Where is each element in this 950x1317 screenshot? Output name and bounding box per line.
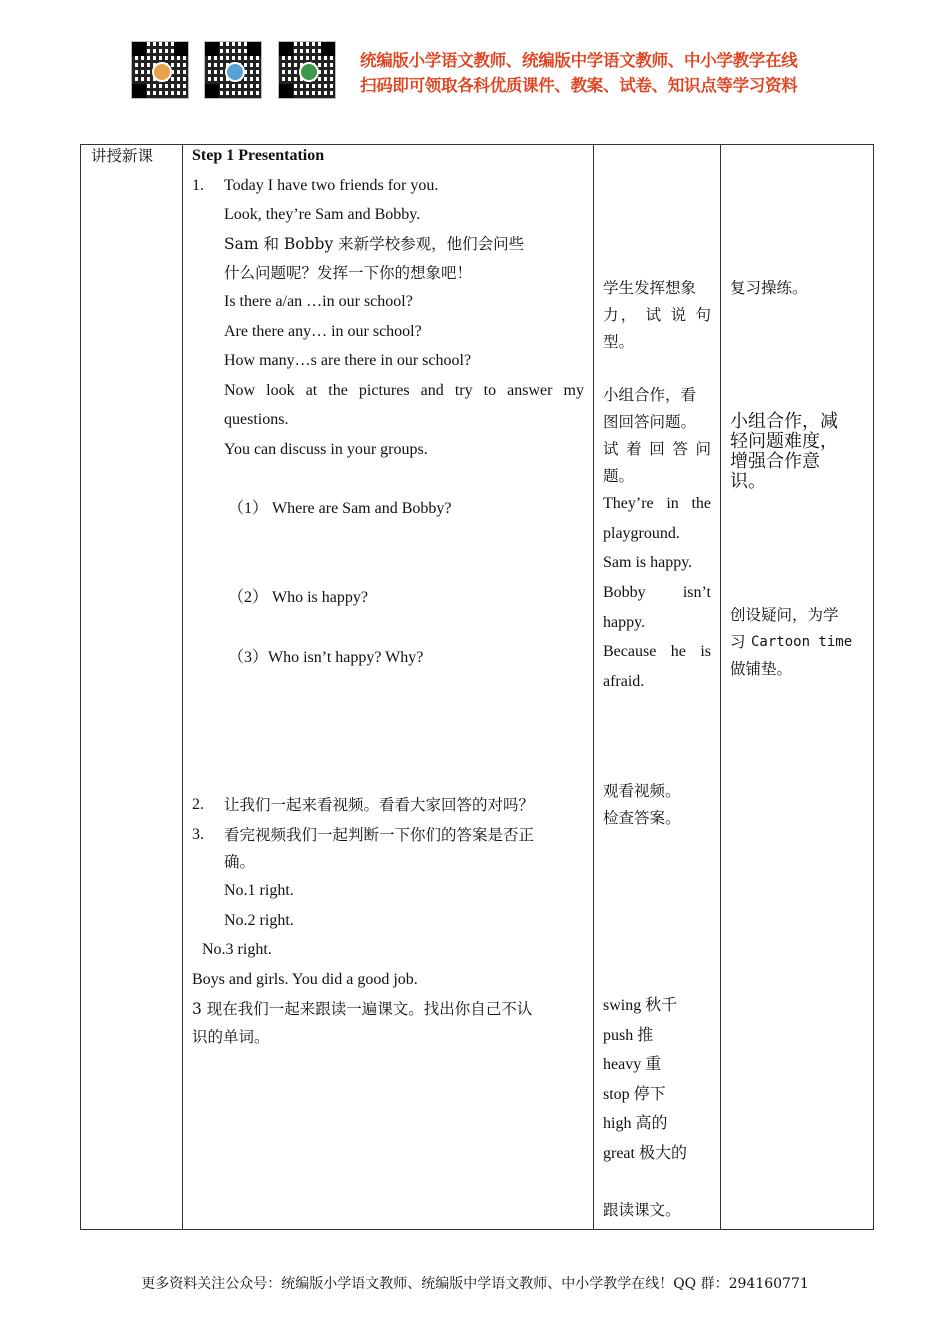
intent-line: 习 [730, 633, 746, 651]
procedure-line: Now look at the pictures and try to answer my [224, 382, 584, 399]
student-line: 小组合作，看 [603, 386, 697, 404]
intent-line: 做铺垫。 [730, 660, 793, 678]
procedure-line: 什么问题呢？发挥一下你的想象吧！ [224, 264, 473, 282]
student-line: 力， 试 说 句 [603, 306, 711, 324]
procedure-line: You can discuss in your groups. [224, 441, 428, 458]
student-answer: happy. [603, 614, 646, 631]
student-line: 图回答问题。 [603, 413, 697, 431]
vocab-item: high 高的 [603, 1115, 668, 1132]
question-3: （3）Who isn’t happy? Why? [228, 649, 424, 666]
student-answer: Because he is [603, 643, 711, 660]
procedure-line: Are there any… in our school? [224, 323, 422, 340]
qr-code-icon [279, 42, 335, 98]
teaching-procedure-cell [183, 145, 594, 1230]
student-answer: Bobby isn’t [603, 584, 711, 601]
intent-line: 增强合作意 [730, 451, 820, 472]
vocab-item: great 极大的 [603, 1145, 687, 1162]
design-intent-cell [721, 145, 874, 1230]
intent-line: 创设疑问，为学 [730, 606, 839, 624]
student-line: 跟读课文。 [603, 1201, 681, 1219]
list-number: 2. [192, 796, 204, 813]
student-answer: playground. [603, 525, 680, 542]
student-answer: afraid. [603, 673, 645, 690]
procedure-line: Sam 和 Bobby 来新学校参观，他们会问些 [224, 235, 525, 253]
procedure-line: 识的单词。 [192, 1028, 270, 1046]
intent-line: Cartoon time [751, 634, 853, 650]
procedure-line: questions. [224, 411, 289, 428]
vocab-item: stop 停下 [603, 1086, 666, 1103]
student-line: 题。 [603, 467, 635, 485]
step-heading: Step 1 Presentation [192, 147, 325, 164]
section-label-cell [81, 145, 183, 1230]
page-header [0, 0, 950, 110]
intent-line: 轻问题难度， [730, 431, 838, 452]
intent-line: 识。 [730, 471, 766, 492]
procedure-line: Today I have two friends for you. [224, 177, 439, 194]
page-footer: 更多资料关注公众号：统编版小学语文教师、统编版中学语文教师、中小学教学在线！QQ 群：294160771 [141, 1276, 809, 1292]
student-line: 试 着 回 答 问 [603, 440, 711, 458]
procedure-line: 确。 [224, 853, 256, 871]
question-1: （1） Where are Sam and Bobby? [228, 500, 452, 517]
praise-line: Boys and girls. You did a good job. [192, 971, 418, 988]
procedure-line: Is there a/an …in our school? [224, 293, 413, 310]
vocab-item: heavy 重 [603, 1056, 662, 1073]
question-2: （2） Who is happy? [228, 589, 368, 606]
intent-line: 小组合作，减 [730, 411, 838, 432]
student-line: 观看视频。 [603, 782, 681, 800]
student-line: 学生发挥想象 [603, 279, 697, 297]
student-answer: Sam is happy. [603, 554, 693, 571]
intent-line: 复习操练。 [730, 279, 808, 297]
list-number: 3. [192, 826, 204, 843]
procedure-line: 让我们一起来看视频。看看大家回答的对吗？ [224, 796, 535, 814]
lesson-plan-table [80, 144, 874, 1230]
banner-line-2: 扫码即可领取各科优质课件、教案、试卷、知识点等学习资料 [360, 76, 798, 95]
student-activity-cell [594, 145, 721, 1230]
vocab-item: push 推 [603, 1027, 654, 1044]
answer-check: No.3 right. [202, 941, 272, 958]
banner-line-1: 统编版小学语文教师、统编版中学语文教师、中小学教学在线 [360, 51, 798, 70]
table-row [81, 145, 874, 1230]
student-line: 型。 [603, 333, 635, 351]
vocab-item: swing 秋千 [603, 997, 678, 1014]
procedure-line: Look, they’re Sam and Bobby. [224, 206, 421, 223]
answer-check: No.2 right. [224, 912, 294, 929]
promo-banner [360, 48, 840, 98]
qr-code-icon [205, 42, 261, 98]
procedure-line: How many…s are there in our school? [224, 352, 472, 369]
procedure-line: 看完视频我们一起判断一下你们的答案是否正 [224, 826, 535, 844]
student-line: 检查答案。 [603, 809, 681, 827]
qr-code-icon [132, 42, 188, 98]
procedure-line: 3 现在我们一起来跟读一遍课文。找出你自己不认 [192, 1000, 533, 1018]
section-label: 讲授新课 [91, 147, 154, 165]
list-number: 1. [192, 177, 204, 194]
answer-check: No.1 right. [224, 882, 294, 899]
student-answer: They’re in the [603, 495, 711, 512]
